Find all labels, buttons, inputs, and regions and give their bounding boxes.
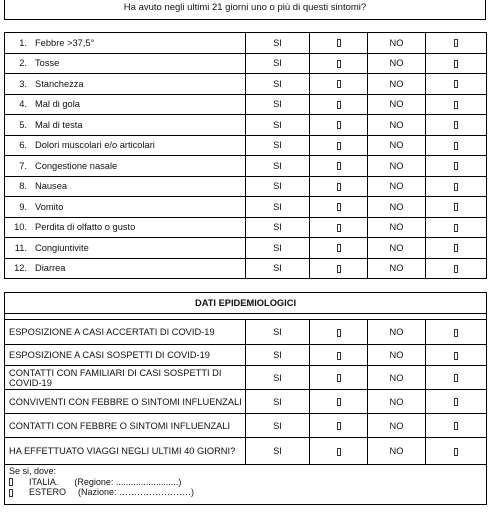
- no-checkbox-cell: [426, 135, 487, 156]
- yes-label: SI: [246, 390, 310, 414]
- yes-label: SI: [246, 94, 310, 115]
- checkbox-icon[interactable]: [337, 101, 341, 109]
- no-checkbox-cell: [426, 366, 487, 390]
- checkbox-icon[interactable]: [454, 101, 458, 109]
- symptom-number: 7.: [19, 160, 27, 171]
- epidemiology-row: [5, 320, 487, 345]
- yes-checkbox-cell: [310, 414, 368, 438]
- checkbox-icon[interactable]: [454, 422, 458, 430]
- checkbox-icon[interactable]: [454, 329, 458, 337]
- yes-checkbox-cell: [310, 217, 368, 238]
- question-text: Ha avuto negli ultimi 21 giorni uno o più di questi sintomi?: [123, 2, 367, 13]
- symptom-question: [5, 33, 246, 54]
- yes-checkbox-cell: [310, 135, 368, 156]
- yes-label: SI: [246, 414, 310, 438]
- no-label: NO: [368, 115, 426, 136]
- yes-label: SI: [246, 345, 310, 366]
- no-checkbox-cell: [426, 53, 487, 74]
- no-label: NO: [368, 320, 426, 345]
- symptom-number: 4.: [19, 99, 27, 110]
- checkbox-icon[interactable]: [337, 121, 341, 129]
- yes-label: SI: [246, 366, 310, 390]
- no-checkbox-cell: [426, 414, 487, 438]
- checkbox-icon[interactable]: [337, 422, 341, 430]
- no-checkbox-cell: [426, 320, 487, 345]
- checkbox-icon[interactable]: [337, 142, 341, 150]
- symptom-number: 6.: [19, 140, 27, 151]
- no-label: NO: [368, 156, 426, 177]
- yes-label: SI: [246, 438, 310, 465]
- no-label: NO: [368, 258, 426, 279]
- symptom-question: [5, 135, 246, 156]
- no-label: NO: [368, 74, 426, 95]
- abroad-country-field[interactable]: (Nazione: ……………………): [78, 487, 195, 497]
- no-checkbox-cell: [426, 33, 487, 54]
- checkbox-icon[interactable]: [337, 224, 341, 232]
- no-label: NO: [368, 390, 426, 414]
- symptom-number: 12.: [14, 263, 27, 274]
- symptom-row: [5, 258, 487, 279]
- yes-label: SI: [246, 115, 310, 136]
- symptom-number: 2.: [19, 58, 27, 69]
- yes-checkbox-cell: [310, 197, 368, 218]
- symptom-question: [5, 238, 246, 259]
- checkbox-icon[interactable]: [454, 224, 458, 232]
- epidemiology-table: [4, 292, 487, 505]
- symptom-number: 10.: [14, 222, 27, 233]
- no-label: NO: [368, 197, 426, 218]
- no-label: NO: [368, 414, 426, 438]
- yes-label: SI: [246, 217, 310, 238]
- epidemiology-row: [5, 414, 487, 438]
- no-checkbox-cell: [426, 390, 487, 414]
- yes-label: SI: [246, 53, 310, 74]
- yes-checkbox-cell: [310, 238, 368, 259]
- symptom-question: [5, 258, 246, 279]
- travel-destination: [5, 465, 487, 505]
- symptom-row: [5, 135, 487, 156]
- no-label: NO: [368, 366, 426, 390]
- checkbox-icon[interactable]: [454, 203, 458, 211]
- symptom-row: [5, 156, 487, 177]
- checkbox-icon[interactable]: [337, 60, 341, 68]
- epidemiology-question: ESPOSIZIONE A CASI ACCERTATI DI COVID-19: [5, 320, 246, 345]
- checkbox-icon[interactable]: [454, 374, 458, 382]
- yes-checkbox-cell: [310, 258, 368, 279]
- no-checkbox-cell: [426, 345, 487, 366]
- symptom-label: Congiuntivite: [35, 242, 89, 253]
- checkbox-icon[interactable]: [337, 329, 341, 337]
- symptom-label: Diarrea: [35, 263, 66, 274]
- no-label: NO: [368, 176, 426, 197]
- checkbox-icon[interactable]: [337, 183, 341, 191]
- no-checkbox-cell: [426, 74, 487, 95]
- checkbox-icon[interactable]: [454, 121, 458, 129]
- checkbox-icon[interactable]: [337, 244, 341, 252]
- symptom-row: [5, 197, 487, 218]
- checkbox-icon[interactable]: [454, 162, 458, 170]
- epidemiology-row: [5, 390, 487, 414]
- no-checkbox-cell: [426, 176, 487, 197]
- checkbox-icon[interactable]: [454, 183, 458, 191]
- yes-checkbox-cell: [310, 53, 368, 74]
- symptom-number: 9.: [19, 201, 27, 212]
- checkbox-icon[interactable]: [454, 39, 458, 47]
- yes-checkbox-cell: [310, 320, 368, 345]
- symptom-number: 5.: [19, 119, 27, 130]
- if-yes-label: Se si, dove:: [9, 466, 57, 476]
- yes-label: SI: [246, 238, 310, 259]
- epidemiology-row: [5, 345, 487, 366]
- yes-checkbox-cell: [310, 115, 368, 136]
- symptom-label: Mal di gola: [35, 99, 80, 110]
- symptom-row: [5, 115, 487, 136]
- abroad-line: [9, 487, 486, 498]
- symptom-row: [5, 94, 487, 115]
- checkbox-icon[interactable]: [454, 80, 458, 88]
- checkbox-icon[interactable]: [337, 203, 341, 211]
- abroad-label: ESTERO: [29, 487, 67, 497]
- yes-checkbox-cell: [310, 390, 368, 414]
- checkbox-icon[interactable]: [337, 39, 341, 47]
- epidemiology-row: [5, 366, 487, 390]
- epidemiology-question: HA EFFETTUATO VIAGGI NEGLI ULTIMI 40 GIORNI?: [5, 438, 246, 465]
- symptom-number: 1.: [19, 37, 27, 48]
- no-label: NO: [368, 94, 426, 115]
- symptom-label: Mal di testa: [35, 119, 83, 130]
- symptom-row: [5, 217, 487, 238]
- symptom-row: [5, 74, 487, 95]
- symptom-question: [5, 176, 246, 197]
- symptom-row: [5, 33, 487, 54]
- checkbox-icon[interactable]: [454, 142, 458, 150]
- yes-checkbox-cell: [310, 74, 368, 95]
- symptom-label: Febbre >37,5°: [35, 37, 95, 48]
- yes-label: SI: [246, 197, 310, 218]
- yes-checkbox-cell: [310, 94, 368, 115]
- symptoms-table: [4, 32, 487, 279]
- symptom-label: Nausea: [35, 181, 68, 192]
- symptom-question: [5, 197, 246, 218]
- checkbox-icon[interactable]: [454, 448, 458, 456]
- yes-checkbox-cell: [310, 33, 368, 54]
- symptom-label: Stanchezza: [35, 78, 84, 89]
- no-label: NO: [368, 53, 426, 74]
- symptom-number: 8.: [19, 181, 27, 192]
- no-checkbox-cell: [426, 438, 487, 465]
- symptom-label: Congestione nasale: [35, 160, 118, 171]
- epidemiology-question: ESPOSIZIONE A CASI SOSPETTI DI COVID-19: [5, 345, 246, 366]
- no-label: NO: [368, 438, 426, 465]
- no-label: NO: [368, 345, 426, 366]
- symptom-label: Dolori muscolari e/o articolari: [35, 140, 155, 151]
- checkbox-icon[interactable]: [337, 398, 341, 406]
- checkbox-icon[interactable]: [454, 398, 458, 406]
- yes-label: SI: [246, 135, 310, 156]
- italy-region-field[interactable]: (Regione: .........................): [74, 476, 182, 487]
- symptom-row: [5, 176, 487, 197]
- yes-label: SI: [246, 74, 310, 95]
- symptom-question: [5, 53, 246, 74]
- symptom-row: [5, 53, 487, 74]
- epidemiology-question: CONTATTI CON FEBBRE O SINTOMI INFLUENZALI: [5, 414, 246, 438]
- no-checkbox-cell: [426, 238, 487, 259]
- epidemiology-question: CONVIVENTI CON FEBBRE O SINTOMI INFLUENZALI: [5, 390, 246, 414]
- checkbox-icon[interactable]: [454, 244, 458, 252]
- yes-checkbox-cell: [310, 345, 368, 366]
- checkbox-icon[interactable]: [337, 80, 341, 88]
- checkbox-icon[interactable]: [337, 265, 341, 273]
- no-checkbox-cell: [426, 197, 487, 218]
- symptom-label: Tosse: [35, 58, 60, 69]
- symptom-row: [5, 238, 487, 259]
- checkbox-icon[interactable]: [9, 478, 13, 486]
- yes-label: SI: [246, 176, 310, 197]
- epidemiology-title: DATI EPIDEMIOLOGICI: [5, 293, 487, 314]
- italy-label: ITALIA.: [29, 476, 59, 487]
- yes-label: SI: [246, 33, 310, 54]
- symptom-question: [5, 217, 246, 238]
- no-checkbox-cell: [426, 258, 487, 279]
- no-checkbox-cell: [426, 94, 487, 115]
- no-checkbox-cell: [426, 115, 487, 136]
- epidemiology-question: CONTATTI CON FAMILIARI DI CASI SOSPETTI DI COVID-19: [5, 366, 246, 390]
- symptom-question: [5, 115, 246, 136]
- question-header: [4, 0, 486, 20]
- symptom-question: [5, 94, 246, 115]
- symptom-question: [5, 74, 246, 95]
- checkbox-icon[interactable]: [337, 448, 341, 456]
- symptom-number: 3.: [19, 78, 27, 89]
- no-checkbox-cell: [426, 156, 487, 177]
- checkbox-icon[interactable]: [337, 162, 341, 170]
- checkbox-icon[interactable]: [9, 489, 13, 497]
- symptom-question: [5, 156, 246, 177]
- yes-label: SI: [246, 156, 310, 177]
- epidemiology-row: [5, 438, 487, 465]
- checkbox-icon[interactable]: [337, 352, 341, 360]
- yes-checkbox-cell: [310, 176, 368, 197]
- checkbox-icon[interactable]: [454, 352, 458, 360]
- yes-label: SI: [246, 320, 310, 345]
- no-checkbox-cell: [426, 217, 487, 238]
- travel-destination-row: [5, 465, 487, 505]
- symptom-number: 11.: [14, 242, 27, 253]
- yes-checkbox-cell: [310, 366, 368, 390]
- symptom-label: Vomito: [35, 201, 64, 212]
- yes-checkbox-cell: [310, 438, 368, 465]
- checkbox-icon[interactable]: [454, 60, 458, 68]
- no-label: NO: [368, 135, 426, 156]
- yes-label: SI: [246, 258, 310, 279]
- symptom-label: Perdita di olfatto o gusto: [35, 222, 136, 233]
- no-label: NO: [368, 33, 426, 54]
- checkbox-icon[interactable]: [454, 265, 458, 273]
- italy-line: [9, 477, 486, 488]
- yes-checkbox-cell: [310, 156, 368, 177]
- no-label: NO: [368, 238, 426, 259]
- checkbox-icon[interactable]: [337, 374, 341, 382]
- no-label: NO: [368, 217, 426, 238]
